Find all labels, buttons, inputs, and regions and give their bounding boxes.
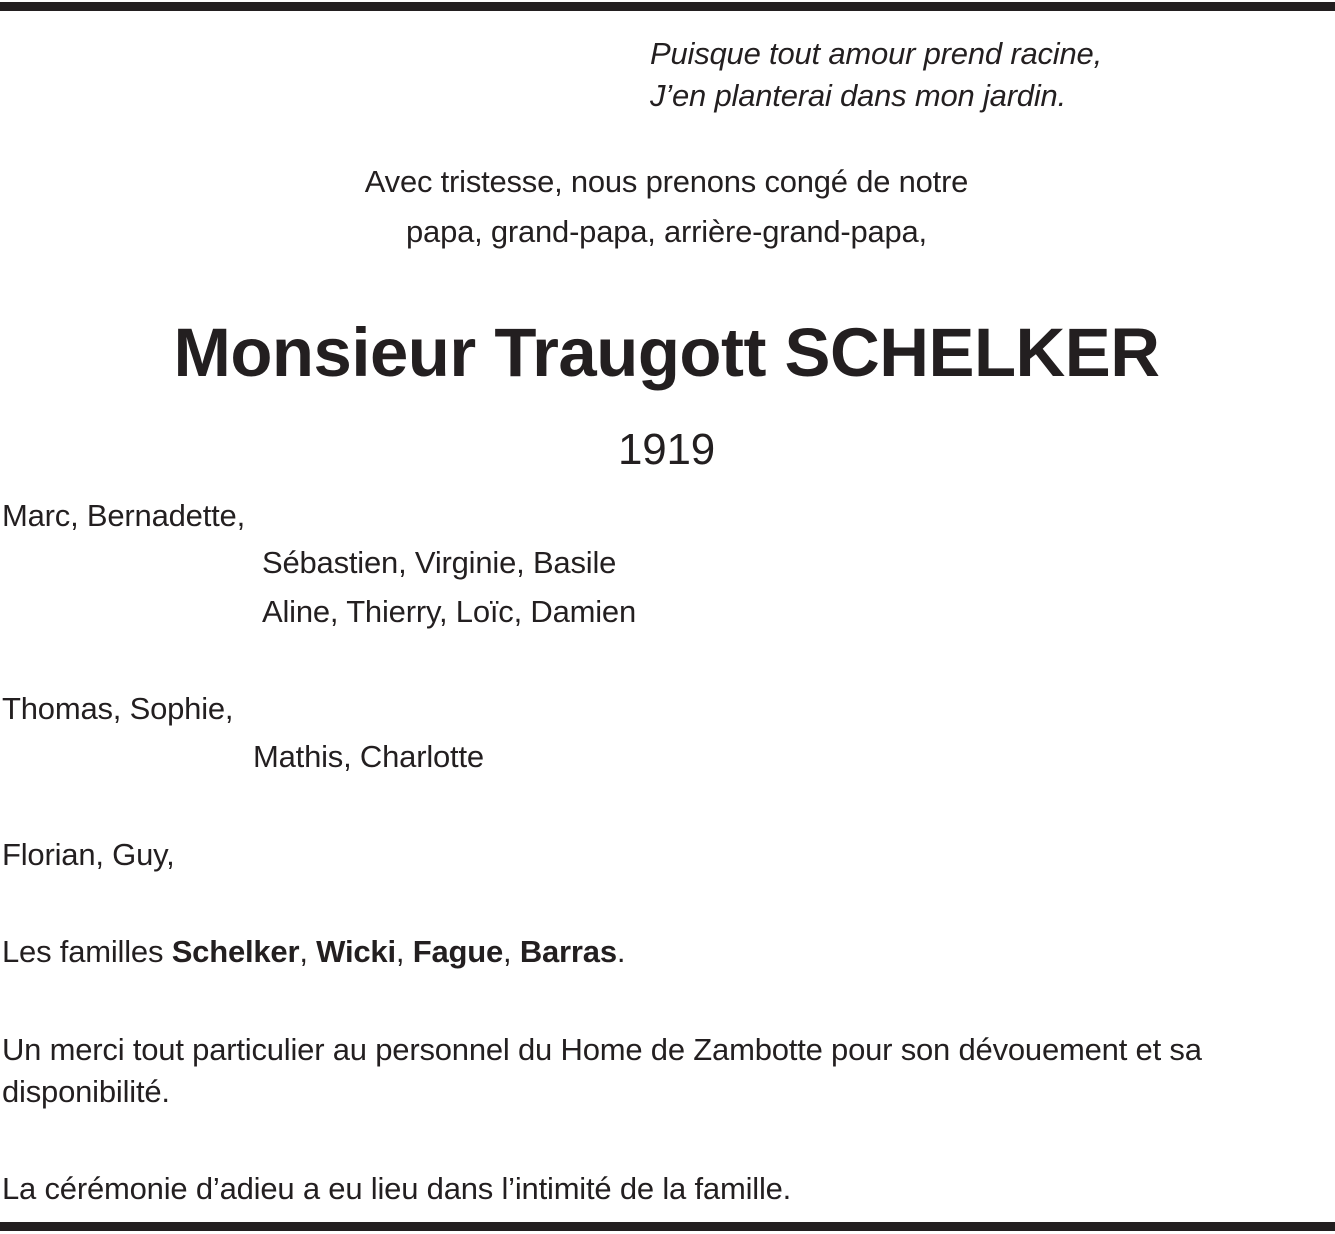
families-separator: , [503, 934, 520, 969]
poem-line-1: Puisque tout amour prend racine, [650, 36, 1102, 71]
family-group-2-children: Mathis, Charlotte [253, 739, 484, 774]
families-separator: , [395, 934, 413, 969]
deceased-birth-year: 1919 [618, 425, 715, 474]
bottom-border-rule [0, 1222, 1335, 1231]
thanks-line-2: disponibilité. [2, 1074, 170, 1109]
families-prefix: Les familles [2, 934, 172, 969]
family-name-schelker: Schelker [171, 934, 300, 969]
deceased-name: Monsieur Traugott SCHELKER [173, 314, 1160, 391]
families-line [2, 936, 625, 967]
top-border-rule [0, 2, 1335, 11]
family-group-2-parents: Thomas, Sophie, [2, 691, 234, 726]
poem-line-2: J’en planterai dans mon jardin. [650, 78, 1066, 113]
ceremony-notice: La cérémonie d’adieu a eu lieu dans l’intimité de la famille. [2, 1171, 792, 1206]
families-end: . [616, 934, 626, 969]
intro-line-2: papa, grand-papa, arrière-grand-papa, [406, 214, 927, 249]
intro-line-1: Avec tristesse, nous prenons congé de notre [364, 164, 969, 199]
family-name-barras: Barras [519, 934, 617, 969]
family-group-1-children-line-1: Sébastien, Virginie, Basile [262, 545, 617, 580]
family-name-wicki: Wicki [316, 934, 396, 969]
family-group-3-parents: Florian, Guy, [2, 837, 175, 872]
thanks-line-1: Un merci tout particulier au personnel du Home de Zambotte pour son dévouement et sa [2, 1032, 1202, 1067]
family-group-1-children-line-2: Aline, Thierry, Loïc, Damien [262, 594, 637, 629]
families-separator: , [299, 934, 317, 969]
family-group-1-parents: Marc, Bernadette, [2, 498, 245, 533]
family-name-fague: Fague [412, 934, 503, 969]
